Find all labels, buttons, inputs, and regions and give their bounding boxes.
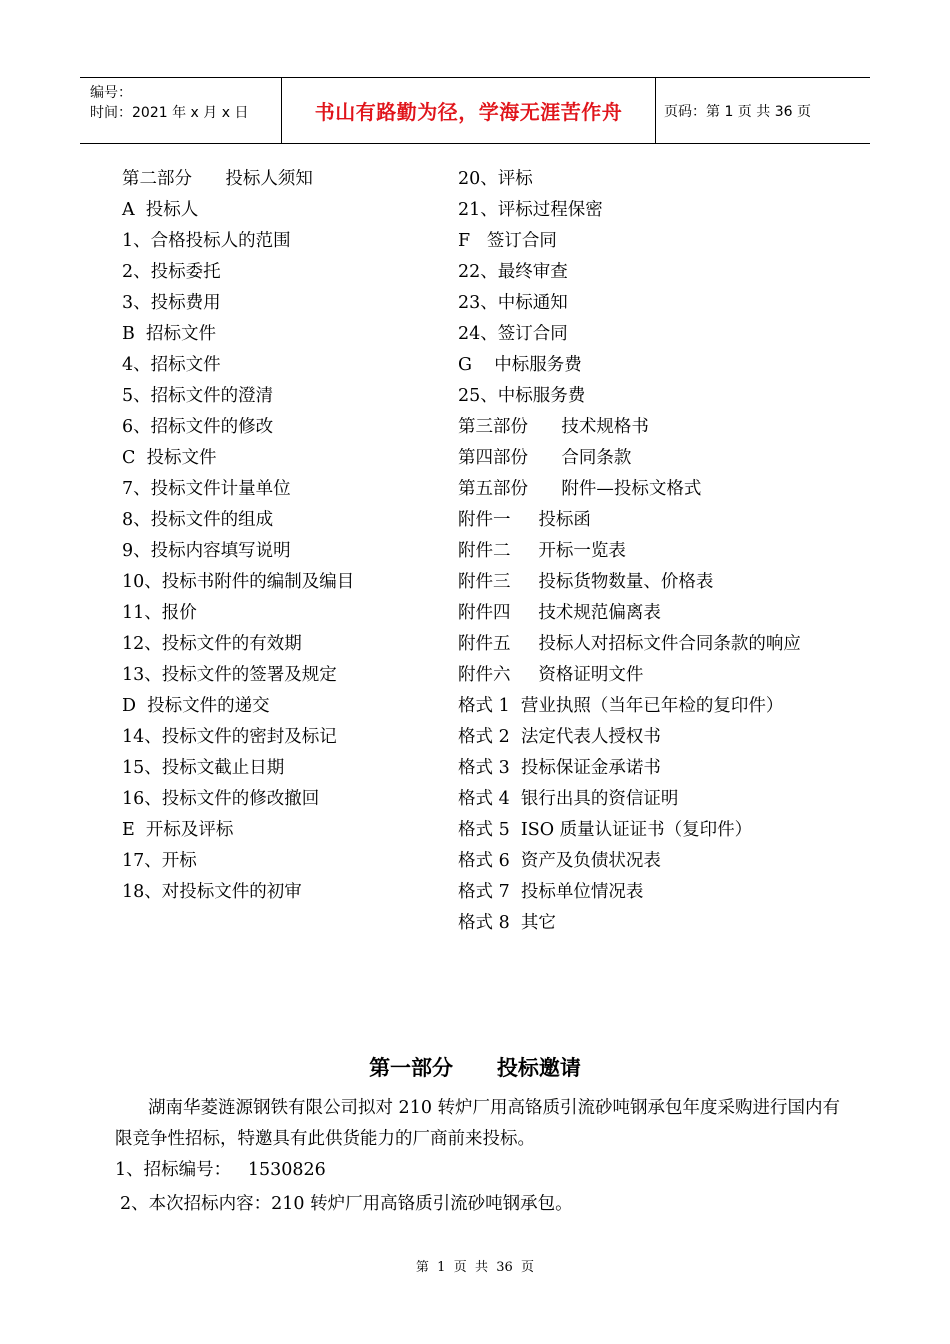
toc-item: 10、投标书附件的编制及编目 [122,572,355,592]
toc-item: B 招标文件 [122,324,216,344]
toc-item: 4、招标文件 [122,355,221,375]
toc-item: 附件三 投标货物数量、价格表 [458,572,714,592]
toc-item: 9、投标内容填写说明 [122,541,291,561]
toc-item: 5、招标文件的澄清 [122,386,274,406]
toc-item: 第二部分 投标人须知 [122,169,313,189]
toc-item: 附件五 投标人对招标文件合同条款的响应 [458,634,801,654]
toc-item: 13、投标文件的签署及规定 [122,665,337,685]
toc-item: A 投标人 [122,200,199,220]
header-page-info: 页码：第 1 页 共 36 页 [664,103,811,120]
toc-left-column [122,164,354,908]
toc-item: 7、投标文件计量单位 [122,479,291,499]
toc-item: 15、投标文截止日期 [122,758,285,778]
toc-item: F 签订合同 [458,231,557,251]
toc-item: 格式 8 其它 [458,913,556,933]
toc-right-column [458,164,801,939]
toc-item: 16、投标文件的修改撤回 [122,789,320,809]
toc-item: 附件一 投标函 [458,510,591,530]
toc-item: 3、投标费用 [122,293,221,313]
toc-item: 18、对投标文件的初审 [122,882,302,902]
toc-item: 20、评标 [458,169,533,189]
document-number-label: 编号： [90,85,132,101]
toc-item: 格式 3 投标保证金承诺书 [458,758,661,778]
toc-item: 8、投标文件的组成 [122,510,274,530]
page-footer: 第 1 页 共 36 页 [415,1260,535,1275]
toc-item: E 开标及评标 [122,820,234,840]
toc-item: 17、开标 [122,851,197,871]
toc-item: 25、中标服务费 [458,386,586,406]
toc-item: 14、投标文件的密封及标记 [122,727,337,747]
toc-item: C 投标文件 [122,448,217,468]
toc-item: 格式 4 银行出具的资信证明 [458,789,679,809]
toc-item: 第四部份 合同条款 [458,448,632,468]
tender-content-line: 2、本次招标内容：210 转炉厂用高铬质引流砂吨钢承包。 [120,1194,573,1214]
toc-item: 12、投标文件的有效期 [122,634,302,654]
toc-item: 11、报价 [122,603,197,623]
toc-item: 格式 7 投标单位情况表 [458,882,644,902]
toc-item: 格式 6 资产及负债状况表 [458,851,661,871]
toc-item: 1、合格投标人的范围 [122,231,291,251]
header-page-info-cell [656,78,870,143]
toc-item: 6、招标文件的修改 [122,417,274,437]
document-header [80,77,870,144]
toc-item: 2、投标委托 [122,262,221,282]
toc-item: 格式 2 法定代表人授权书 [458,727,661,747]
toc-item: 格式 5 ISO 质量认证证书（复印件） [458,820,753,840]
toc-item: 22、最终审查 [458,262,568,282]
toc-item: 第三部份 技术规格书 [458,417,649,437]
invitation-paragraph: 湖南华菱涟源钢铁有限公司拟对 210 转炉厂用高铬质引流砂吨钢承包年度采购进行国内有限竞争性招标，特邀具有此供货能力的厂商前来投标。 [115,1098,841,1149]
toc-item: 21、评标过程保密 [458,200,603,220]
tender-number-line: 1、招标编号： 1530826 [115,1160,326,1180]
toc-item: 附件四 技术规范偏离表 [458,603,661,623]
header-meta [80,78,282,143]
toc-item: 附件二 开标一览表 [458,541,626,561]
toc-item: 格式 1 营业执照（当年已年检的复印件） [458,696,784,716]
toc-item: D 投标文件的递交 [122,696,270,716]
document-time-label: 时间：2021 年 x 月 x 日 [90,105,249,121]
toc-item: 24、签订合同 [458,324,568,344]
toc-item: 附件六 资格证明文件 [458,665,644,685]
header-slogan-cell [282,78,656,143]
section-title: 第一部分 投标邀请 [369,1056,581,1080]
toc-item: 第五部份 附件—投标文格式 [458,479,702,499]
toc-item: G 中标服务费 [458,355,582,375]
toc-item: 23、中标通知 [458,293,568,313]
header-slogan: 书山有路勤为径，学海无涯苦作舟 [314,100,623,124]
